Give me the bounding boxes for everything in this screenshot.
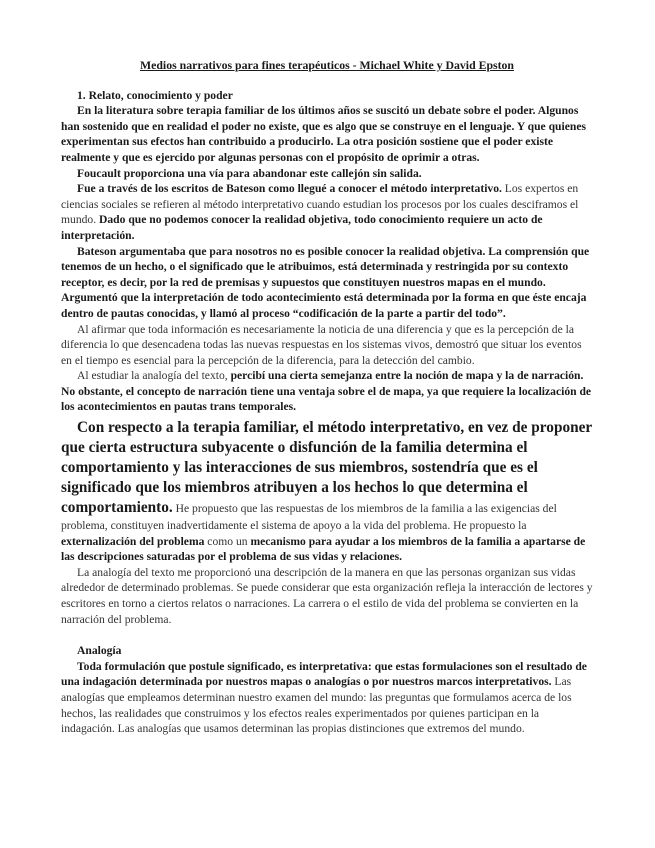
terapia-familiar-large: Con respecto a la terapia familiar, el método interpretativo, en vez de proponer que cierta estructura subyacente o disfunción de la familia determina el comportamiento y las interacciones de sus miembros, sostendría que es el significado que los miembros atribuyen a los hechos lo que determina el comportamiento. [61,419,592,517]
section-heading-relato: 1. Relato, conocimiento y poder [77,88,233,102]
terapia-familiar-normal-2: como un [204,534,251,548]
spacer [61,627,593,643]
paragraph-foucault: Foucault proporciona una vía para abandonar este callejón sin salida. [77,166,422,180]
formulacion-bold: Toda formulación que postule significado, es interpretativa: que estas formulaciones son el resultado de una indagación determinada por nuestros mapas o analogías o por nuestros marcos interpretativos. [61,659,587,689]
paragraph-bateson-metodo [61,181,593,243]
paragraph-formulacion [61,659,593,737]
formulacion-normal: Las analogías que empleamos determinan nuestro examen del mundo: las preguntas que formulamos acerca de los hechos, las realidades que construimos y los efectos reales experimentados por quienes participan en la indagación. Las analogías que usamos determinan las propias distinciones que extremos del mundo. [61,675,572,736]
bateson-metodo-normal: Los expertos en ciencias sociales se refieren al método interpretativo cuando estudian los procesos por los cuales desciframos el mundo. [61,182,579,227]
analogia-texto-normal: Al estudiar la analogía del texto, [77,369,231,383]
paragraph-poder-debate: En la literatura sobre terapia familiar de los últimos años se suscitó un debate sobre el poder. Algunos han sostenido que en realidad el poder no existe, que es algo que se construye en el lenguaje. Y que quienes experimentan sus efectos han contribuido a producirlo. La otra posición sostiene que el poder existe realmente y que es ejercido por algunas personas con el propósito de oprimir a otras. [61,104,586,164]
paragraph-diferencia: Al afirmar que toda información es necesariamente la noticia de una diferencia y que es la percepción de la diferencia lo que desencadena todas las nuevas respuestas en los sistemas vivos, demostró que situar los eventos en el tiempo es esencial para la percepción de la diferencia, para la detección del cambio. [61,322,582,367]
mecanismo-bold: mecanismo para ayudar a los miembros de la familia a apartarse de las descripciones saturadas por el problema de sus vidas y relaciones. [61,534,586,564]
paragraph-terapia-familiar [61,418,593,565]
analogia-texto-bold: percibí una cierta semejanza entre la noción de mapa y la de narración. No obstante, el concepto de narración tiene una ventaja sobre el de mapa, ya que requiere la localización de los acontecimientos en pautas trans temporales. [61,369,592,414]
paragraph-analogia-texto [61,368,593,415]
bateson-metodo-bold-2: Dado que no podemos conocer la realidad objetiva, todo conocimiento requiere un acto de interpretación. [61,213,543,242]
document-page [61,58,593,737]
terapia-familiar-normal: He propuesto que las respuestas de los miembros de la familia a las exigencias del problema, constituyen inadvertidamente el sistema de apoyo a la vida del problema. He propuesto la [61,502,557,533]
section-heading-analogia: Analogía [77,644,122,658]
externalizacion-bold: externalización del problema [61,534,205,548]
document-title: Medios narrativos para fines terapéuticos - Michael White y David Epston [140,58,514,72]
paragraph-realidad-objetiva: Bateson argumentaba que para nosotros no es posible conocer la realidad objetiva. La comprensión que tenemos de un hecho, o el significado que le atribuimos, está determinada y restringida por su contexto receptor, es decir, por la red de premisas y supuestos que constituyen nuestros mapas en el mundo. Argumentó que la interpretación de todo acontecimiento está determinada por la forma en que éste encaja dentro de pautas conocidas, y llamó al proceso “codificación de la parte a partir del todo”. [61,244,590,320]
paragraph-organizacion-vidas: La analogía del texto me proporcionó una descripción de la manera en que las personas organizan sus vidas alrededor de determinado problemas. Se puede considerar que esta organización refleja la interacción de lectores y escritores en torno a ciertos relatos o narraciones. La carrera o el estilo de vida del problema se convierten en la narración del problema. [61,565,593,626]
bateson-metodo-bold: Fue a través de los escritos de Bateson como llegué a conocer el método interpretativo. [77,182,502,196]
